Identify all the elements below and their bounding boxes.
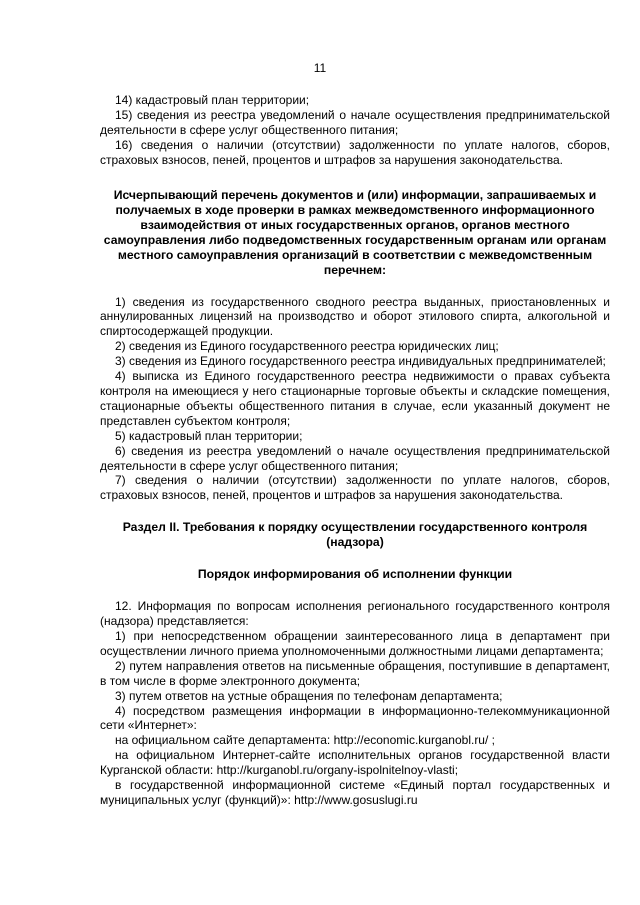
list-item: 2) сведения из Единого государственного реестра юридических лиц; — [115, 339, 499, 354]
subsection-title: Порядок информирования об исполнении функции — [197, 567, 513, 582]
list-item-website: на официальном сайте департамента: http://economic.kurganobl.ru/ ; — [115, 733, 495, 748]
list-item: 14) кадастровый план территории; — [115, 93, 310, 107]
list-item-website: в государственной информационной системе «Единый портал государственных и муниципальных услуг (функций)»: http://www.gosuslugi.ru — [100, 778, 610, 807]
page-content — [100, 93, 610, 808]
list-item: 6) сведения из реестра уведомлений о начале осуществления предпринимательской деятельности в сфере услуг общественного питания; — [100, 443, 610, 473]
list-item: 2) путем направления ответов на письменные обращения, поступившие в департамент, в том числе в форме электронного документа; — [100, 658, 610, 688]
heading-document-list: Исчерпывающий перечень документов и (или) информации, запрашиваемых и получаемых в ходе проверки в рамках межведомственного информационного взаимодействия от иных государственных органов, органов местного самоуправления либо подведомственных государственным органам или органам местного самоуправления организаций в соответствии с межведомственным перечнем: — [103, 187, 607, 277]
list-item: 3) сведения из Единого государственного реестра индивидуальных предпринимателей; — [115, 354, 606, 369]
list-item: 16) сведения о наличии (отсутствии) задолженности по уплате налогов, сборов, страховых взносов, пеней, процентов и штрафов за нарушения законодательства. — [100, 137, 610, 167]
paragraph-12: 12. Информация по вопросам исполнения регионального государственного контроля (надзора) представляется: — [100, 599, 610, 629]
list-item: 5) кадастровый план территории; — [115, 428, 303, 443]
list-item: 1) при непосредственном обращении заинтересованного лица в департамент при осуществлении личного приема уполномоченными должностными лицами департамента; — [100, 629, 610, 658]
list-item: 1) сведения из государственного сводного реестра выданных, приостановленных и аннулированных лицензий на производство и оборот этилового спирта, алкогольной и спиртосодержащей продукции. — [100, 294, 610, 339]
list-item: 4) выписка из Единого государственного реестра недвижимости о правах субъекта контроля на имеющиеся у него стационарные торговые объекты и складские помещения, стационарные объекты общественного питания в случае, если указанный документ не представлен субъектом контроля; — [100, 369, 610, 428]
page-number: 11 — [313, 61, 327, 75]
list-item: 3) путем ответов на устные обращения по телефонам департамента; — [115, 688, 503, 703]
list-item: 15) сведения из реестра уведомлений о начале осуществления предпринимательской деятельности в сфере услуг общественного питания; — [100, 107, 610, 137]
section-title: Раздел II. Требования к порядку осуществлении государственного контроля (надзора) — [122, 520, 588, 550]
list-item-website: на официальном Интернет-сайте исполнительных органов государственной власти Курганской области: http://kurganobl.ru/organy-ispolnitelnoy-vlasti; — [100, 748, 610, 778]
list-item: 4) посредством размещения информации в информационно-телекоммуникационной сети «Интернет»: — [100, 703, 610, 733]
list-item: 7) сведения о наличии (отсутствии) задолженности по уплате налогов, сборов, страховых взносов, пеней, процентов и штрафов за нарушения законодательства. — [100, 473, 610, 503]
